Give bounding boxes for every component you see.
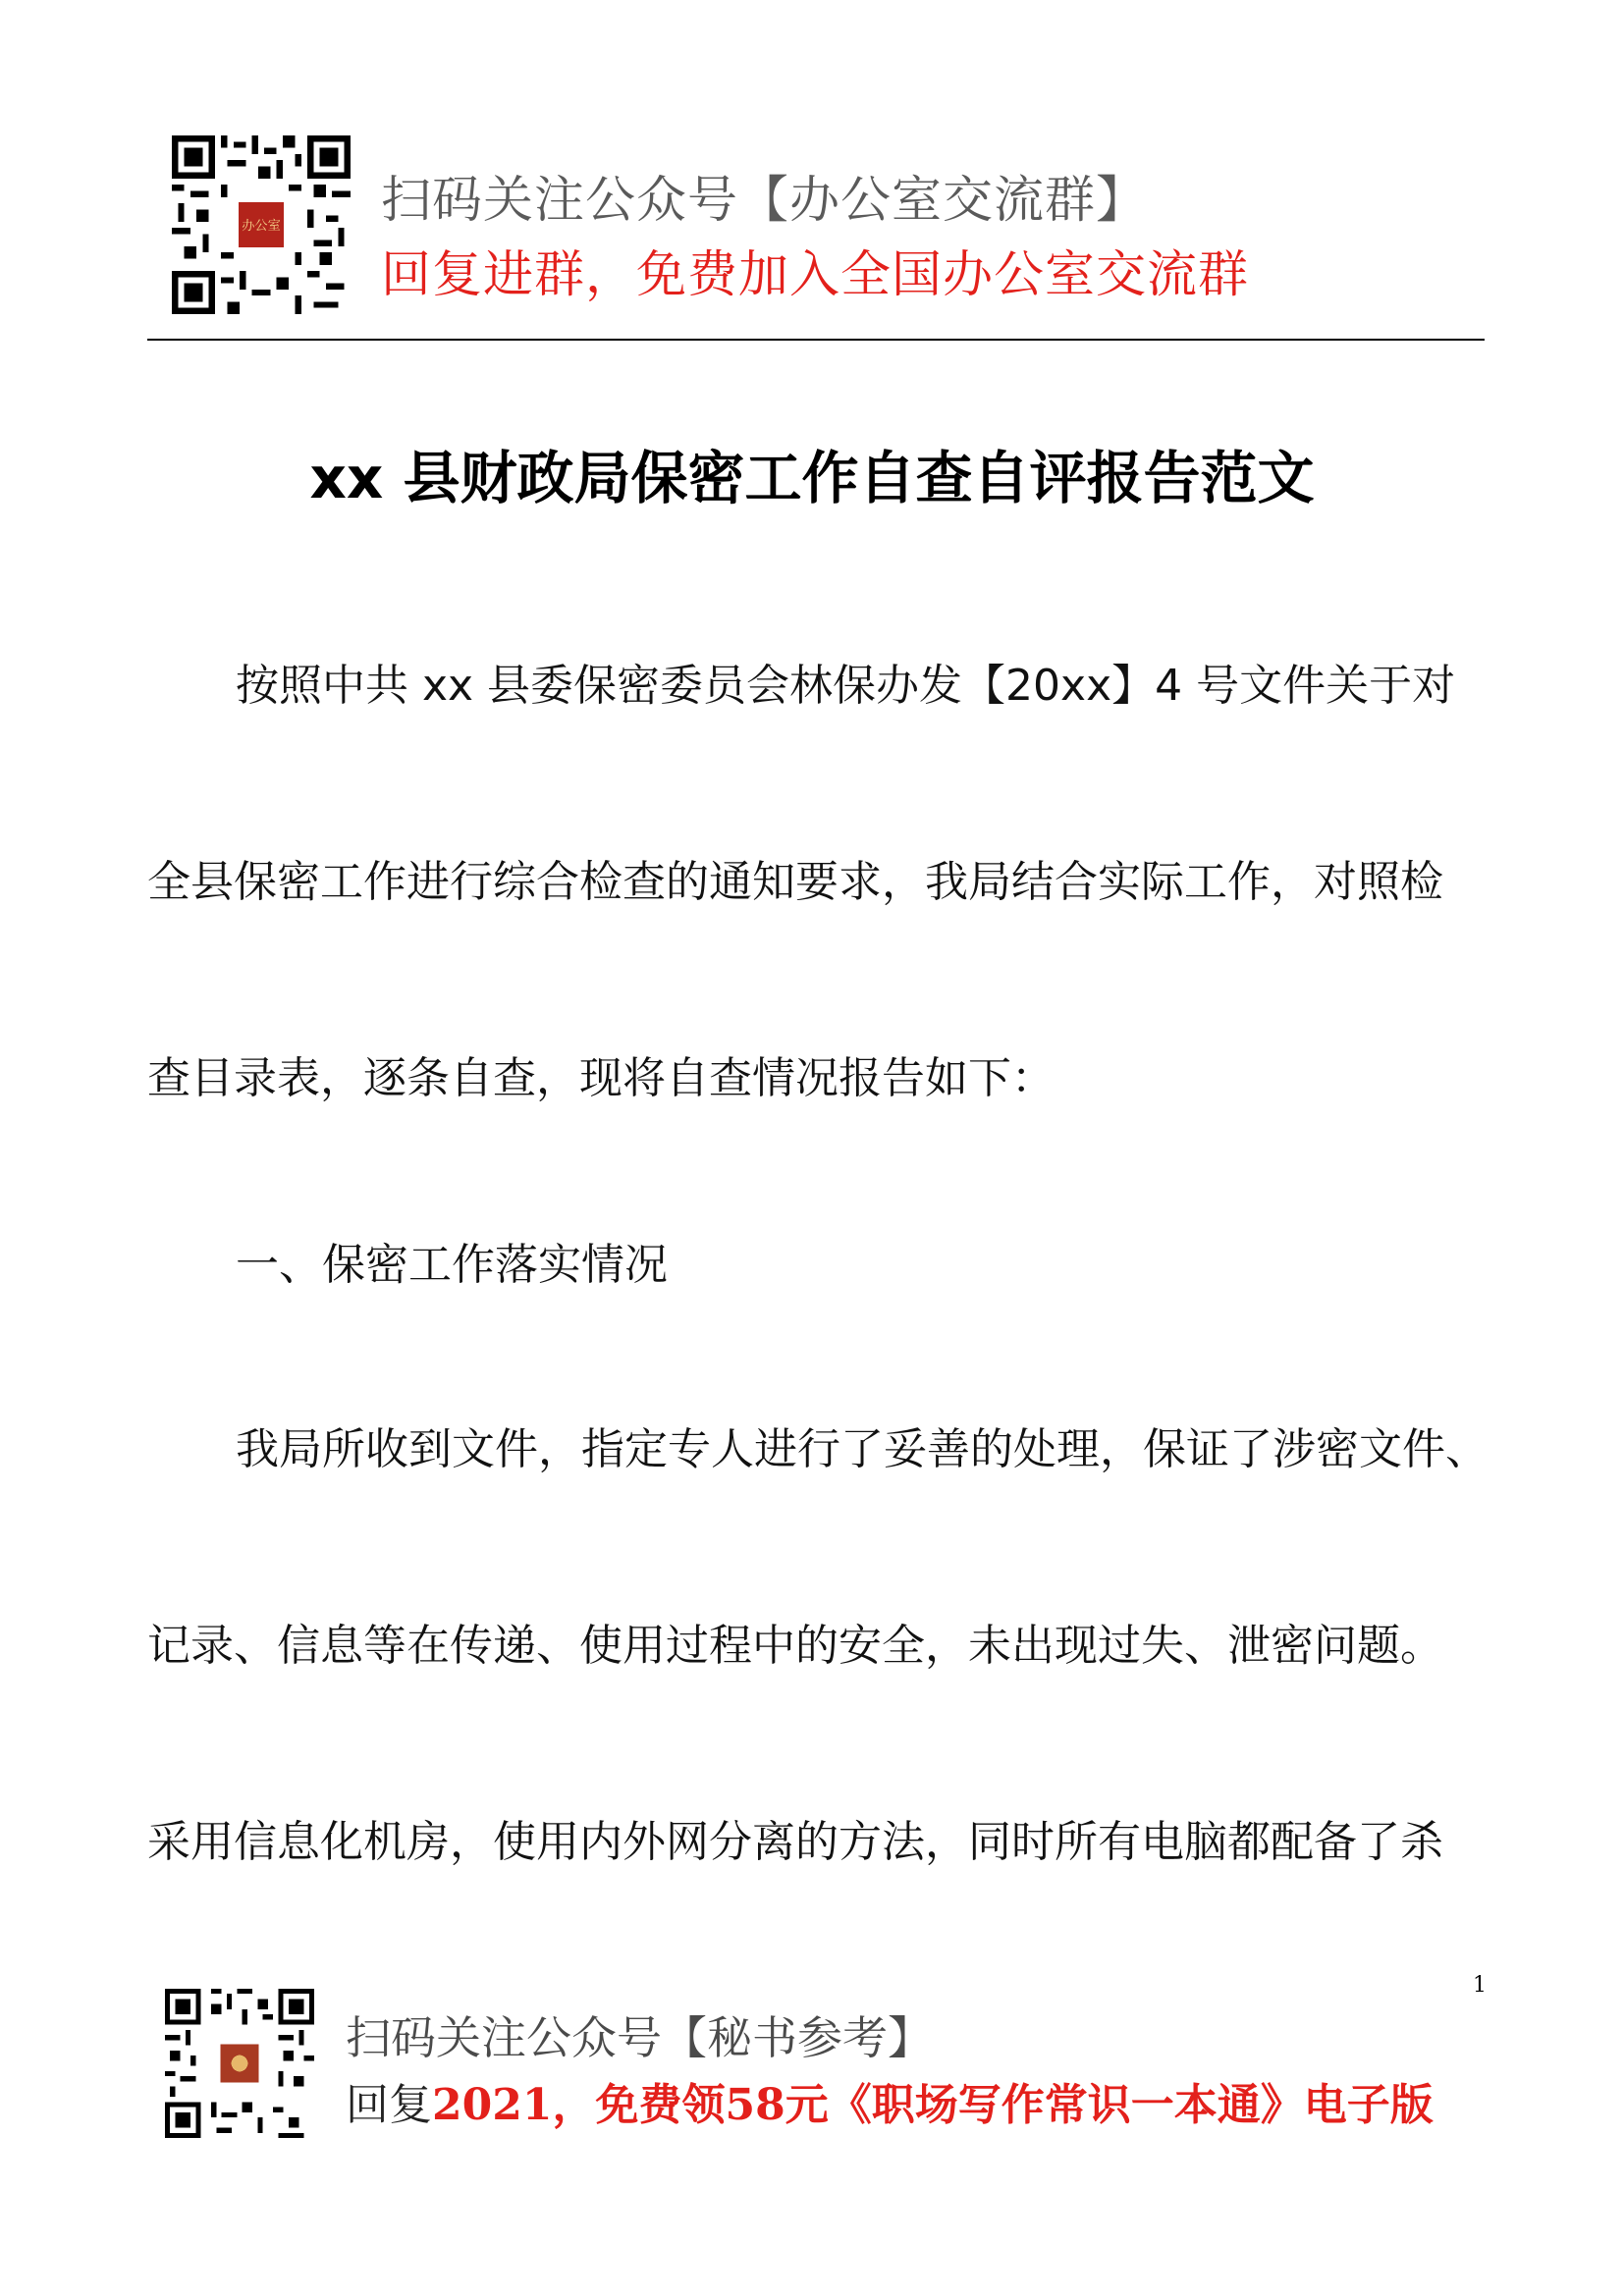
footer-promo-lead: 回复 — [346, 2080, 432, 2130]
body-line-3: 查目录表，逐条自查，现将自查情况报告如下： — [147, 1053, 1055, 1103]
body-line-7: 采用信息化机房，使用内外网分离的方法，同时所有电脑都配备了杀 — [147, 1817, 1443, 1867]
document-title: xx 县财政局保密工作自查自评报告范文 — [309, 445, 1315, 511]
footer-promo-highlight: 2021，免费领58元《职场写作常识一本通》电子版 — [432, 2080, 1434, 2130]
header-subscribe-text: 扫码关注公众号【办公室交流群】 — [381, 172, 1148, 230]
footer-banner — [157, 1981, 1492, 2138]
qr-code-icon — [165, 1989, 314, 2138]
footer-promo-text — [346, 2069, 1434, 2132]
header-divider — [147, 339, 1485, 341]
body-line-6: 记录、信息等在传递、使用过程中的安全，未出现过失、泄密问题。 — [147, 1621, 1443, 1671]
qr-code-icon — [172, 135, 351, 314]
body-line-2: 全县保密工作进行综合检查的通知要求，我局结合实际工作，对照检 — [147, 857, 1443, 907]
body-line-5: 我局所收到文件，指定专人进行了妥善的处理，保证了涉密文件、 — [236, 1424, 1489, 1474]
section-heading: 一、保密工作落实情况 — [236, 1240, 668, 1290]
body-line-1: 按照中共 xx 县委保密委员会林保办发【20xx】4 号文件关于对 — [236, 661, 1456, 711]
page-number: 1 — [1473, 1973, 1487, 1998]
footer-subscribe-text: 扫码关注公众号【秘书参考】 — [346, 2011, 933, 2064]
header-promo-text: 回复进群，免费加入全国办公室交流群 — [381, 246, 1250, 304]
qr-badge-text: 办公室 — [242, 219, 281, 235]
header-banner — [147, 128, 1485, 340]
